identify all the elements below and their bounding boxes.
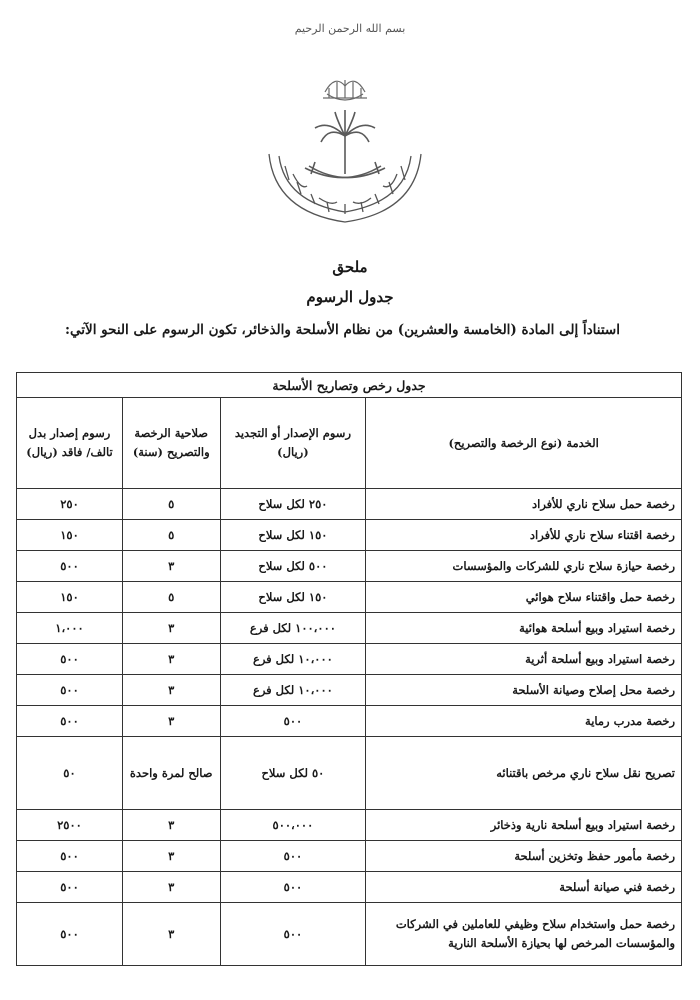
validity-cell: ٣ [122,675,220,706]
service-cell: رخصة مدرب رماية [366,706,682,737]
replacement-cell: ٥٠٠ [17,551,123,582]
validity-cell: ٣ [122,810,220,841]
service-cell: رخصة فني صيانة أسلحة [366,872,682,903]
fee-cell: ٥٠ لكل سلاح [220,737,366,810]
table-row [17,737,682,810]
table-row [17,613,682,644]
replacement-cell: ٥٠٠ [17,675,123,706]
document-title: ملحق [332,258,368,276]
fee-cell: ١٠٠،٠٠٠ لكل فرع [220,613,366,644]
service-cell: رخصة حمل واقتناء سلاح هوائي [366,582,682,613]
header-validity: صلاحية الرخصة والتصريح (سنة) [122,398,220,489]
replacement-cell: ٥٠٠ [17,706,123,737]
fee-cell: ٥٠٠،٠٠٠ [220,810,366,841]
table-row [17,644,682,675]
table-caption: جدول رخص وتصاريح الأسلحة [17,373,682,398]
replacement-cell: ١،٠٠٠ [17,613,123,644]
validity-cell: ٣ [122,872,220,903]
service-cell: رخصة استيراد وبيع أسلحة هوائية [366,613,682,644]
fee-cell: ٥٠٠ [220,872,366,903]
table-row [17,582,682,613]
validity-cell: ٣ [122,644,220,675]
service-cell: رخصة استيراد وبيع أسلحة أثرية [366,644,682,675]
fee-cell: ٥٠٠ [220,903,366,966]
table-row [17,520,682,551]
service-cell: رخصة حمل سلاح ناري للأفراد [366,489,682,520]
header-fee: رسوم الإصدار أو التجديد (ريال) [220,398,366,489]
service-cell: تصريح نقل سلاح ناري مرخص باقتنائه [366,737,682,810]
validity-cell: ٥ [122,582,220,613]
table-row [17,903,682,966]
service-cell: رخصة استيراد وبيع أسلحة نارية وذخائر [366,810,682,841]
table-header-row [17,398,682,489]
fees-table [16,372,682,966]
palm-tree-icon [315,110,375,174]
shahada-calligraphy [323,80,367,100]
replacement-cell: ١٥٠ [17,520,123,551]
replacement-cell: ٢٥٠٠ [17,810,123,841]
service-cell: رخصة محل إصلاح وصيانة الأسلحة [366,675,682,706]
fee-cell: ١٠،٠٠٠ لكل فرع [220,675,366,706]
service-cell: رخصة اقتناء سلاح ناري للأفراد [366,520,682,551]
replacement-cell: ١٥٠ [17,582,123,613]
replacement-cell: ٥٠٠ [17,841,123,872]
table-row [17,489,682,520]
validity-cell: ٣ [122,841,220,872]
fee-cell: ٢٥٠ لكل سلاح [220,489,366,520]
replacement-cell: ٥٠ [17,737,123,810]
replacement-cell: ٥٠٠ [17,644,123,675]
fee-cell: ١٥٠ لكل سلاح [220,520,366,551]
validity-cell: ٣ [122,706,220,737]
table-row [17,675,682,706]
service-cell: رخصة حيازة سلاح ناري للشركات والمؤسسات [366,551,682,582]
table-row [17,872,682,903]
table-row [17,810,682,841]
replacement-cell: ٥٠٠ [17,872,123,903]
service-cell: رخصة حمل واستخدام سلاح وظيفي للعاملين في الشركات والمؤسسات المرخص لها بحيازة الأسلحة النارية [366,903,682,966]
intro-paragraph: استناداً إلى المادة (الخامسة والعشرين) من نظام الأسلحة والذخائر، تكون الرسوم على النحو الآتي: [65,322,620,338]
validity-cell: ٣ [122,551,220,582]
fee-cell: ١٠،٠٠٠ لكل فرع [220,644,366,675]
table-row [17,841,682,872]
validity-cell: صالح لمرة واحدة [122,737,220,810]
table-row [17,551,682,582]
validity-cell: ٥ [122,520,220,551]
replacement-cell: ٥٠٠ [17,903,123,966]
fee-cell: ٥٠٠ [220,706,366,737]
fee-cell: ٥٠٠ لكل سلاح [220,551,366,582]
validity-cell: ٣ [122,613,220,644]
replacement-cell: ٢٥٠ [17,489,123,520]
fee-cell: ٥٠٠ [220,841,366,872]
header-replacement: رسوم إصدار بدل تالف/ فاقد (ريال) [17,398,123,489]
service-cell: رخصة مأمور حفظ وتخزين أسلحة [366,841,682,872]
table-row [17,706,682,737]
saudi-emblem-logo [245,62,445,232]
fee-cell: ١٥٠ لكل سلاح [220,582,366,613]
validity-cell: ٥ [122,489,220,520]
header-service: الخدمة (نوع الرخصة والتصريح) [366,398,682,489]
validity-cell: ٣ [122,903,220,966]
document-subtitle: جدول الرسوم [306,288,394,306]
basmala: بسم الله الرحمن الرحيم [294,22,406,35]
